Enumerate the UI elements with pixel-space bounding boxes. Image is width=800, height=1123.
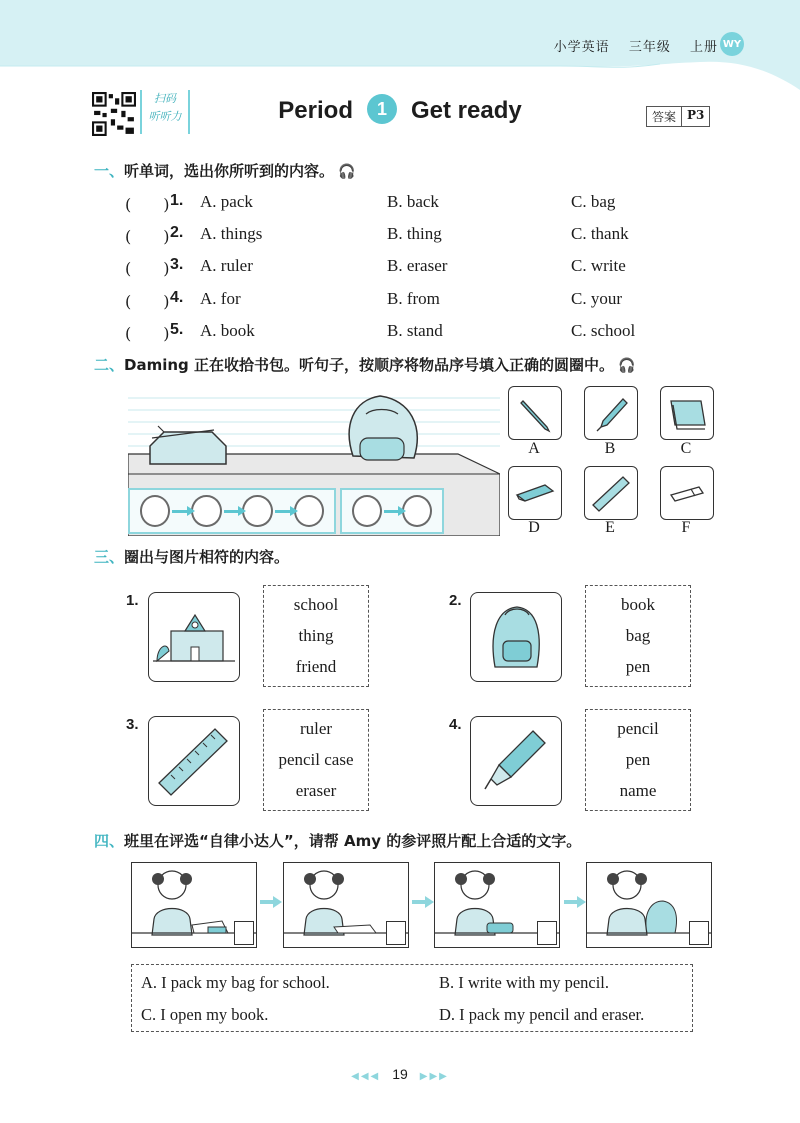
answer-blank[interactable]: ( ) xyxy=(125,324,170,343)
answer-box[interactable] xyxy=(386,921,406,945)
section1-title: 一、听单词，选出你所听到的内容。 🎧 xyxy=(94,162,356,180)
pen-icon xyxy=(471,717,561,805)
arrow-icon xyxy=(384,510,401,513)
word-option[interactable]: name xyxy=(619,780,657,800)
period-label: Period xyxy=(278,97,353,124)
word-option[interactable]: pen xyxy=(625,749,651,769)
arrow-icon xyxy=(275,510,292,513)
word-choice-box xyxy=(263,709,369,811)
headphone-icon[interactable]: 🎧 xyxy=(618,358,636,374)
question-number: 4. xyxy=(449,716,462,733)
arrow-icon xyxy=(260,900,274,904)
item-letter: A xyxy=(528,440,540,457)
word-option[interactable]: friend xyxy=(295,656,337,676)
word-option[interactable]: school xyxy=(293,595,339,615)
answer-circle[interactable] xyxy=(352,495,382,527)
pen-icon xyxy=(585,387,637,439)
ruler-icon xyxy=(585,467,637,519)
photo-frame xyxy=(586,862,712,948)
word-option[interactable]: book xyxy=(621,595,655,615)
eraser-icon xyxy=(661,467,713,519)
photo-frame xyxy=(131,862,257,948)
volume-label: 上册 xyxy=(689,40,718,55)
item-letter: F xyxy=(681,519,691,536)
order-circles-group xyxy=(128,488,336,534)
question-row: ( ) 1. A. pack B. back C. bag xyxy=(125,192,616,214)
answer-blank[interactable]: ( ) xyxy=(125,259,170,278)
item-card-e xyxy=(584,466,638,520)
section2-title: 二、Daming 正在收拾书包。听句子，按顺序将物品序号填入正确的圆圈中。 🎧 xyxy=(94,356,636,374)
answer-key-ref: 答案 P3 xyxy=(646,106,710,127)
item-card-b xyxy=(584,386,638,440)
word-option[interactable]: thing xyxy=(298,625,334,645)
section3-title: 三、圈出与图片相符的内容。 xyxy=(94,548,290,566)
book-info xyxy=(540,36,718,55)
item-letter: C xyxy=(680,440,692,457)
answer-circle[interactable] xyxy=(140,495,170,527)
picture-box xyxy=(470,716,562,806)
item-card-f xyxy=(660,466,714,520)
sentence-options-box xyxy=(131,964,693,1032)
word-option[interactable]: eraser xyxy=(295,780,337,800)
right-arrows-icon: ▶▶▶ xyxy=(419,1071,449,1082)
book-icon xyxy=(661,387,713,439)
period-number: 1 xyxy=(367,94,397,124)
answer-circle[interactable] xyxy=(191,495,221,527)
grade-label: 三年级 xyxy=(628,40,671,55)
question-row: ( ) 2. A. things B. thing C. thank xyxy=(125,224,629,246)
section4-title: 四、班里在评选“自律小达人”，请帮 Amy 的参评照片配上合适的文字。 xyxy=(94,832,582,850)
sentence-option: B. I write with my pencil. xyxy=(439,973,610,992)
arrow-icon xyxy=(224,510,241,513)
answer-circle[interactable] xyxy=(402,495,432,527)
page-number: 19 xyxy=(392,1066,408,1082)
sentence-option: D. I pack my pencil and eraser. xyxy=(439,1005,645,1024)
word-option[interactable]: pencil case xyxy=(278,749,354,769)
question-row: ( ) 3. A. ruler B. eraser C. write xyxy=(125,256,626,278)
question-row: ( ) 4. A. for B. from C. your xyxy=(125,289,622,311)
word-choice-box xyxy=(585,585,691,687)
item-card-a xyxy=(508,386,562,440)
backpack-icon xyxy=(471,593,561,681)
item-card-c xyxy=(660,386,714,440)
question-number: 2. xyxy=(449,592,462,609)
lesson-name: Get ready xyxy=(410,97,522,124)
ruler-icon xyxy=(149,717,239,805)
word-choice-box xyxy=(585,709,691,811)
photo-frame xyxy=(283,862,409,948)
item-card-d xyxy=(508,466,562,520)
word-choice-box xyxy=(263,585,369,687)
page-footer xyxy=(0,1066,800,1082)
scan-to-listen-label: 扫码 听听力 xyxy=(140,90,190,134)
answer-blank[interactable]: ( ) xyxy=(125,227,170,246)
answer-blank[interactable]: ( ) xyxy=(125,195,170,214)
answer-box[interactable] xyxy=(689,921,709,945)
answer-circle[interactable] xyxy=(294,495,324,527)
picture-box xyxy=(148,592,240,682)
answer-circle[interactable] xyxy=(242,495,272,527)
word-option[interactable]: pencil xyxy=(617,719,659,739)
publisher-badge: WY xyxy=(720,32,744,56)
answer-blank[interactable]: ( ) xyxy=(125,292,170,311)
question-number: 1. xyxy=(126,592,139,609)
word-option[interactable]: ruler xyxy=(299,719,333,739)
arrow-icon xyxy=(564,900,578,904)
pencil-case-icon xyxy=(509,467,561,519)
answer-box[interactable] xyxy=(234,921,254,945)
order-circles-group xyxy=(340,488,444,534)
sentence-option: A. I pack my bag for school. xyxy=(141,973,330,992)
arrow-icon xyxy=(172,510,189,513)
headphone-icon[interactable]: 🎧 xyxy=(338,164,356,180)
school-icon xyxy=(149,593,239,681)
picture-box xyxy=(148,716,240,806)
item-letter: E xyxy=(605,519,615,536)
picture-box xyxy=(470,592,562,682)
item-letter: B xyxy=(604,440,616,457)
pencil-icon xyxy=(509,387,561,439)
answer-box[interactable] xyxy=(537,921,557,945)
question-number: 3. xyxy=(126,716,139,733)
arrow-icon xyxy=(412,900,426,904)
question-row: ( ) 5. A. book B. stand C. school xyxy=(125,321,636,343)
left-arrows-icon: ◀◀◀ xyxy=(351,1071,381,1082)
sentence-option: C. I open my book. xyxy=(141,1005,269,1024)
word-option[interactable]: pen xyxy=(625,656,651,676)
subject-label: 小学英语 xyxy=(553,40,610,55)
word-option[interactable]: bag xyxy=(625,625,651,645)
item-letter: D xyxy=(528,519,540,536)
photo-frame xyxy=(434,862,560,948)
